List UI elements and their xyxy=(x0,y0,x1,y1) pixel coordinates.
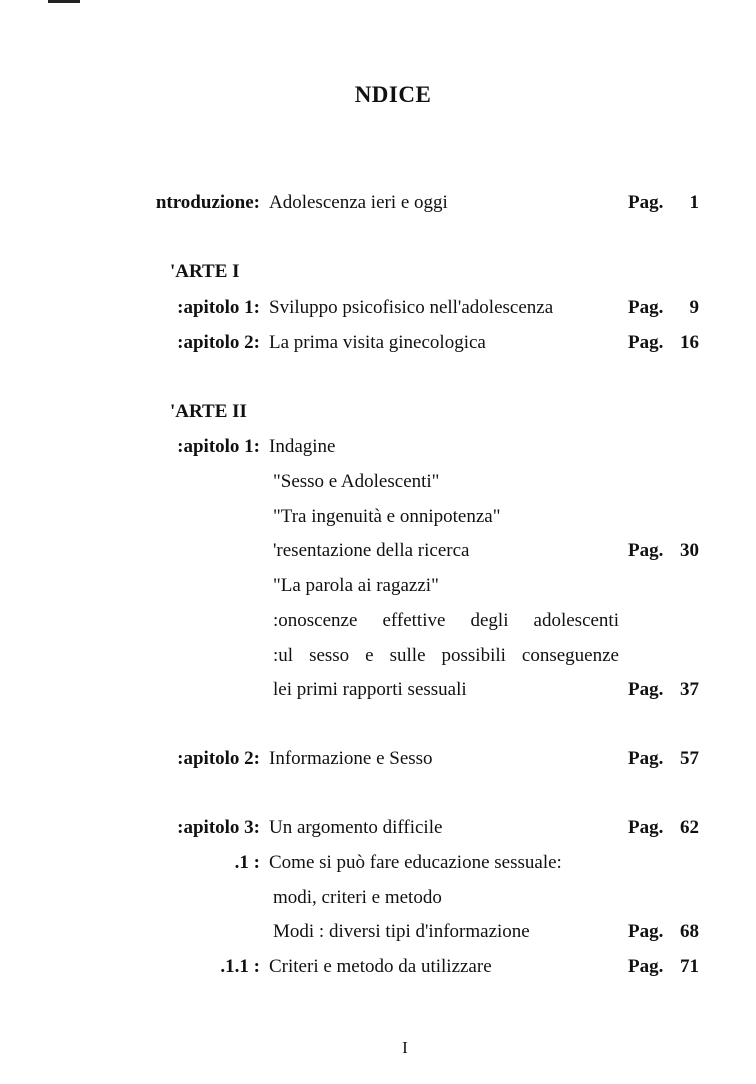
entry-page-number: 9 xyxy=(689,297,699,318)
entry-label: :apitolo 1: xyxy=(177,297,260,318)
scan-artifact xyxy=(48,0,80,3)
entry-text: "La parola ai ragazzi" xyxy=(273,575,439,596)
entry-pag: Pag. xyxy=(628,921,664,942)
entry-pag: Pag. xyxy=(628,332,664,353)
entry-text: Modi : diversi tipi d'informazione xyxy=(273,921,530,942)
entry-page-number: 30 xyxy=(680,540,699,561)
entry-text: Adolescenza ieri e oggi xyxy=(269,192,448,213)
entry-label: :apitolo 3: xyxy=(177,817,260,838)
entry-page-number: 16 xyxy=(680,332,699,353)
entry-pag: Pag. xyxy=(628,817,664,838)
entry-text: Indagine xyxy=(269,436,336,457)
page-title: NDICE xyxy=(354,82,432,107)
entry-text: modi, criteri e metodo xyxy=(273,887,442,908)
entry-page-number: 71 xyxy=(680,956,699,977)
entry-text: :ul sesso e sulle possibili conseguenze xyxy=(273,645,619,666)
entry-text: "Sesso e Adolescenti" xyxy=(273,471,440,492)
entry-page-number: 62 xyxy=(680,817,699,838)
entry-text: Sviluppo psicofisico nell'adolescenza xyxy=(269,297,554,318)
entry-pag: Pag. xyxy=(628,192,664,213)
entry-label: .1.1 : xyxy=(220,956,260,977)
entry-page-number: 37 xyxy=(680,679,699,700)
entry-text: La prima visita ginecologica xyxy=(269,332,486,353)
entry-label: :apitolo 1: xyxy=(177,436,260,457)
entry-text: Informazione e Sesso xyxy=(269,748,433,769)
entry-pag: Pag. xyxy=(628,297,664,318)
entry-text: "Tra ingenuità e onnipotenza" xyxy=(273,506,501,527)
entry-text: :onoscenze effettive degli adolescenti xyxy=(273,610,619,631)
part-heading: 'ARTE I xyxy=(170,261,240,282)
entry-text: 'resentazione della ricerca xyxy=(273,540,470,561)
entry-text: Un argomento difficile xyxy=(269,817,443,838)
entry-label: :apitolo 2: xyxy=(177,332,260,353)
entry-label: :apitolo 2: xyxy=(177,748,260,769)
entry-pag: Pag. xyxy=(628,748,664,769)
entry-pag: Pag. xyxy=(628,540,664,561)
entry-pag: Pag. xyxy=(628,956,664,977)
part-heading: 'ARTE II xyxy=(170,401,247,422)
page-number-footer: I xyxy=(402,1038,408,1057)
entry-text: Criteri e metodo da utilizzare xyxy=(269,956,492,977)
entry-pag: Pag. xyxy=(628,679,664,700)
entry-page-number: 57 xyxy=(680,748,699,769)
entry-page-number: 68 xyxy=(680,921,699,942)
entry-text: Come si può fare educazione sessuale: xyxy=(269,852,562,873)
entry-label: ntroduzione: xyxy=(155,192,260,213)
entry-text: lei primi rapporti sessuali xyxy=(273,679,467,700)
entry-page-number: 1 xyxy=(689,192,699,213)
entry-label: .1 : xyxy=(234,852,260,873)
